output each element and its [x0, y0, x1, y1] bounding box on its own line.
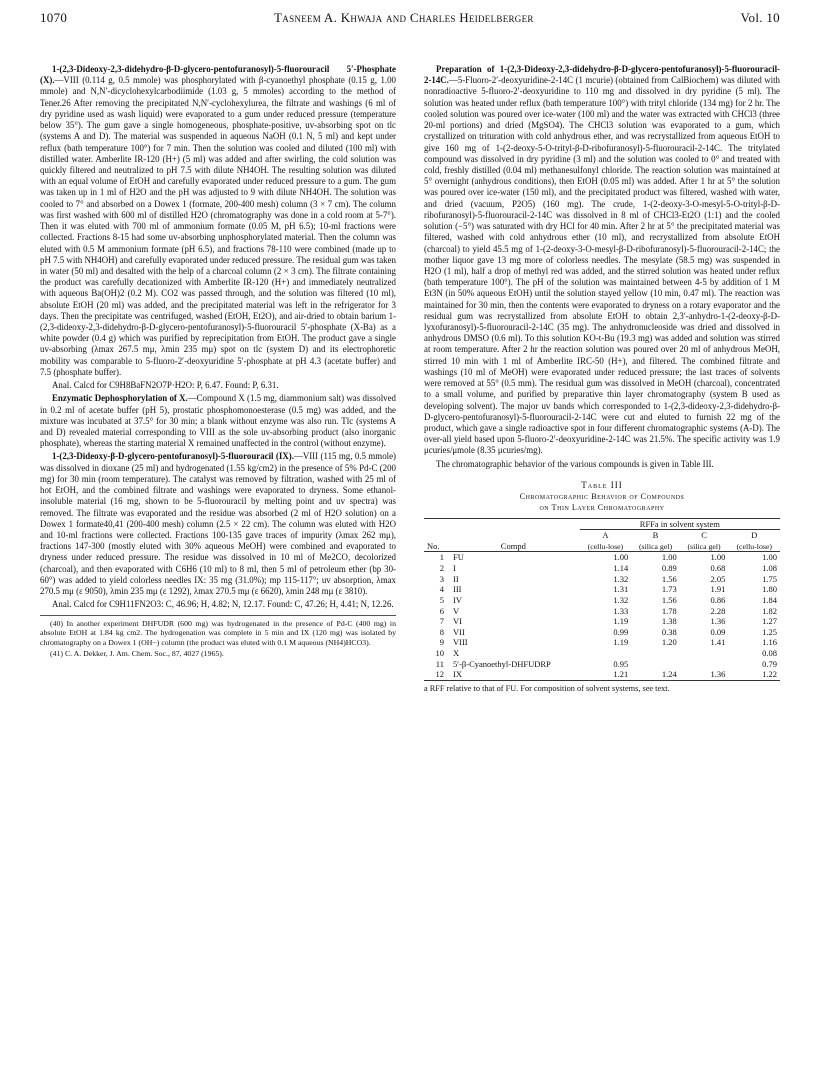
left-column — [40, 64, 396, 659]
rf-a-value — [580, 648, 632, 659]
footnotes — [40, 615, 396, 659]
col-d-sub: (cellu-lose) — [728, 541, 780, 552]
row-number: 12 — [424, 669, 447, 680]
rf-a-value: 0.99 — [613, 626, 629, 637]
rf-b-value: 1.73 — [661, 584, 677, 595]
row-number: 3 — [439, 573, 444, 584]
compound-name: II — [452, 573, 459, 584]
table-row — [424, 552, 780, 563]
rf-b-value: 1.78 — [661, 605, 677, 616]
volume-label: Vol. 10 — [740, 10, 780, 25]
table-row — [424, 648, 780, 659]
rf-b-value: 1.56 — [661, 573, 677, 584]
rf-c-value — [680, 648, 729, 659]
rf-a-value: 1.32 — [613, 594, 629, 605]
rf-b-value — [631, 659, 680, 670]
row-number: 2 — [439, 563, 444, 574]
rf-a-value: 1.19 — [613, 616, 629, 627]
blank-header — [424, 518, 447, 530]
page-header — [40, 10, 780, 34]
rf-table — [424, 518, 780, 681]
table-row — [424, 616, 780, 627]
no-header: No. — [424, 541, 447, 552]
section-heading: 1-(2,3-Dideoxy-2,3-didehydro-β-D-glycero-pentofuranosyl)-5-fluorouracil 5′-Phosphate (X). — [40, 64, 396, 86]
footnote-41: (41) C. A. Dekker, J. Am. Chem. Soc., 87, 4027 (1965). — [50, 648, 224, 658]
rf-c-value: 1.41 — [710, 637, 726, 648]
spanner-header — [580, 518, 780, 530]
table-caption-line1: Chromatographic Behavior of Compounds — [519, 492, 685, 502]
paragraph-analysis-ix — [40, 599, 396, 610]
table-row — [424, 574, 780, 585]
paragraph-analysis-x — [40, 380, 396, 391]
rf-b-value — [631, 648, 680, 659]
row-number: 10 — [435, 648, 444, 659]
rf-a-value: 1.21 — [580, 669, 632, 680]
rf-d-value: 1.75 — [762, 573, 777, 584]
spanner-text: RFFa in solvent system — [639, 518, 720, 529]
table-row — [424, 606, 780, 617]
blank-header — [424, 530, 447, 541]
blank-header — [447, 518, 580, 530]
table-row — [424, 627, 780, 638]
rf-b-value: 1.56 — [661, 594, 677, 605]
paragraph-preparation — [424, 64, 780, 457]
rf-d-value: 1.16 — [762, 637, 777, 648]
paragraph-compound-x — [40, 64, 396, 378]
row-number: 7 — [439, 616, 444, 627]
table-row — [424, 595, 780, 606]
rf-a-value: 0.95 — [613, 658, 629, 669]
table-row — [424, 637, 780, 648]
rf-b-value: 1.24 — [631, 669, 680, 680]
compound-name: FU — [452, 552, 464, 563]
right-column — [424, 64, 780, 694]
table-row — [424, 669, 780, 680]
row-number: 11 — [435, 658, 444, 669]
table-row — [424, 563, 780, 574]
blank-header — [447, 530, 580, 541]
compound-name: IX — [447, 669, 580, 680]
row-number: 4 — [439, 584, 444, 595]
paragraph-text: —VIII (0.114 g, 0.5 mmole) was phosphorylated with β-cyanoethyl phosphate (0.15 g, 1.00 mmole) and N,N′-dicyclohexylcarbodiimide (1.03 g, 5 mmoles) according to the method of Tener.26 After removing the precipitated N,N′-cyclohexylurea, the filtrate and washings (6 ml of dry pyridine used as wash liquid) were evaporated to a gum under reduced pressure (temperature below 35°). The gum gave a single homogeneous, phosphate-positive, uv-absorbing spot on tlc (systems A and D). The material was suspended in aqueous NaOH (0.1 N, 5 ml) and kept under reflux (bath temperature 100°) for 7 min. Then the solution was cooled and diluted (100 ml) with distilled water. Amberlite IR-120 (H+) (5 ml) was added and after swirling, the cold solution was quickly filtered and neutralized to pH 7.5 with dilute NH4OH. The resulting solution was diluted with an equal volume of EtOH and carefully evaporated under reduced pressure to a gum. The gum was taken up in 1 ml of H2O and the pH was adjusted to 9 with dilute NH4OH. The solution was cooled to 7° and absorbed on a Dowex 1 (formate, 200-400 mesh) column (3 × 7 cm). The column was first washed with 600 ml of distilled H2O (chromatography was done in a cold room at 5-7°). Then it was eluted with 700 ml of ammonium formate (0.05 M, pH 6.5); 10-ml fractions were collected. Fractions 8-15 had some uv-absorbing unphosphorylated material. Then the column was eluted with 0.5 M ammonium formate (pH 6.5), and fractions 78-110 were combined (made up to pH 7.5 with NH4OH) and carefully evaporated under reduced pressure. The residual gum was taken in water (50 ml) and desalted with the help of a charcoal column (2 × 3 cm). The filtrate containing the product was carefully decationized with Amberlite IR-120 (H+) and immediately neutralized with aqueous Ba(OH)2 (0.2 M). CO2 was passed through, and the solution was filtered (10 ml), absolute EtOH (20 ml) was added, and the precipitated material was left in the refrigerator for 3 days. Then the precipitate was centrifuged, washed (EtOH, Et2O), and air-dried to obtain barium 1-(2,3-dideoxy-2,3-didehydro-β-D-glycero-pentofuranosyl)-5-fluorouracil 5′-phosphate (X-Ba) as a white powder (0.4 g) which was purified by reprecipitation from EtOH. The product gave a single uv-absorbing (λmax 267.5 mμ, λmin 235 mμ) spot on tlc (system D) and its electrophoretic mobility was comparable to 5-fluoro-2′-deoxyuridine 5′-phosphate at pH 4.3 (acetate buffer) and 7.5 (phosphate buffer). — [40, 75, 396, 377]
compound-name: VIII — [452, 637, 468, 648]
paragraph-text: —Compound X (1.5 mg, diammonium salt) was dissolved in 0.2 ml of acetate buffer (pH 5), prostatic phosphomonoesterase (0.5 mg) was added, and the mixture was incubated at 37.5° for 30 min; a blank without enzyme was also run. Tlc (systems A and D) revealed material corresponding to VIII as the sole uv-absorbing product (also inorganic phosphate), whereas the starting material X remained unaffected in the control (without enzyme). — [40, 393, 396, 449]
table-letter-row — [424, 530, 780, 541]
rf-b-value: 0.89 — [661, 563, 677, 574]
rf-a-value: 1.00 — [613, 552, 629, 563]
table-caption-line2: on Thin Layer Chromatography — [539, 503, 665, 513]
table-spanner-row — [424, 518, 780, 530]
compound-name: V — [452, 605, 460, 616]
table-body — [424, 552, 780, 681]
rf-b-value: 1.20 — [661, 637, 677, 648]
table-title: Table III — [581, 479, 623, 490]
page-number: 1070 — [40, 10, 68, 25]
section-heading: 1-(2,3-Dideoxy-β-D-glycero-pentofuranosyl)-5-fluorouracil (IX). — [52, 451, 294, 462]
col-c-sub: (silica gel) — [680, 541, 729, 552]
rf-b-value: 0.38 — [661, 626, 677, 637]
footnote-40: (40) In another experiment DHFUDR (600 mg) was hydrogenated in the presence of Pd-C (400 mg) in absolute EtOH at 1.84 kg cm2. The hydrogenation was complete in 5 min and IX (120 mg) was isolated by chromatography on a Dowex 1 (OH−) column (the product was eluted with 0.1 M aqueous (NH4)HCO3). — [40, 618, 396, 647]
col-c-header: C — [701, 530, 707, 541]
rf-d-value: 1.25 — [762, 626, 777, 637]
compound-name: I — [452, 563, 456, 574]
row-number: 8 — [439, 626, 444, 637]
running-authors: Tasneem A. Khwaja and Charles Heidelberger — [274, 10, 534, 25]
compound-name: 5′-β-Cyanoethyl-DHFUDRP — [452, 658, 551, 669]
paragraph-text: —VIII (115 mg, 0.5 mmole) was dissolved in dioxane (25 ml) and hydrogenated (1.55 kg/cm2) in the presence of 5% Pd-C (200 mg) for 30 min (room temperature). The catalyst was removed by filtration, washed with 25 ml of hot EtOH, and the combined filtrate and washings were evaporated to dryness. Some ethanol-insoluble material (16 mg, shown to be 5-fluorouracil by melting point and uv spectra) was removed. The filtrate was evaporated and the residue was absorbed (2 ml of H2O solution) on a Dowex 1 formate40,41 (200-400 mesh) column (2.5 × 22 cm). The column was eluted with H2O and 10-ml fractions were collected. Fractions 100-135 gave traces of impurity (λmax 262 mμ), fractions 147-300 (mostly eluted with 30% aqueous MeOH) were combined and evaporated to dryness under reduced pressure. The residue was dissolved in 10 ml of Me2CO, decolorized (charcoal), and then evaporated with C6H6 (10 ml) to 8 ml, then 5 ml of petroleum ether (bp 30-60°) was added to yield colorless needles IX: 35 mg (31.0%); mp 115-117°; uv absorption, λmax 270.5 mμ (ε 9050), λmin 235 mμ (ε 1292), λmax 270.5 mμ (ε 6620), λmin 248 mμ (ε 3810). — [40, 451, 396, 597]
row-number: 5 — [439, 594, 444, 605]
rf-a-value: 1.33 — [613, 605, 629, 616]
rf-c-value: 2.28 — [710, 605, 726, 616]
rf-d-value: 0.79 — [762, 658, 777, 669]
row-number: 9 — [439, 637, 444, 648]
rf-a-value: 1.31 — [613, 584, 629, 595]
table-caption — [424, 491, 780, 513]
col-a-header: A — [602, 530, 609, 541]
paragraph-text: The chromatographic behavior of the various compounds is given in Table III. — [436, 458, 714, 469]
rf-c-value: 1.00 — [710, 552, 726, 563]
row-number: 6 — [439, 605, 444, 616]
col-b-header: B — [652, 530, 659, 541]
table-header-row — [424, 541, 780, 552]
rf-d-value: 1.22 — [728, 669, 780, 680]
rf-d-value: 1.08 — [762, 563, 777, 574]
rf-c-value: 0.68 — [710, 563, 726, 574]
col-d-header: D — [751, 530, 758, 541]
col-b-sub: (silica gel) — [631, 541, 680, 552]
rf-c-value: 0.09 — [710, 626, 726, 637]
paragraph-text: Anal. Calcd for C9H11FN2O3: C, 46.96; H, 4.82; N, 12.17. Found: C, 47.26; H, 4.41; N, 12.26. — [52, 599, 394, 610]
table-footnote: a RFF relative to that of FU. For composition of solvent systems, see text. — [424, 683, 670, 693]
compound-name: VII — [452, 626, 465, 637]
compound-name: IV — [452, 594, 462, 605]
compd-header: Compd — [447, 541, 580, 552]
rf-b-value: 1.38 — [661, 616, 677, 627]
rf-c-value: 0.86 — [710, 594, 726, 605]
rf-c-value: 1.36 — [680, 669, 729, 680]
rf-c-value: 1.36 — [710, 616, 726, 627]
rf-d-value: 0.08 — [762, 648, 777, 659]
rf-d-value: 1.84 — [762, 594, 777, 605]
rf-c-value — [680, 659, 729, 670]
table-row — [424, 659, 780, 670]
paragraph-text: Anal. Calcd for C9H8BaFN2O7P·H2O: P, 6.47. Found: P, 6.31. — [52, 380, 279, 391]
paragraph-table-ref — [424, 459, 780, 470]
table-row — [424, 584, 780, 595]
paragraph-compound-ix — [40, 451, 396, 597]
col-a-sub: (cellu-lose) — [580, 541, 632, 552]
rf-d-value: 1.82 — [762, 605, 777, 616]
paragraph-text: —5-Fluoro-2′-deoxyuridine-2-14C (1 mcurie) (obtained from CalBiochem) was diluted with nonradioactive 5-fluoro-2′-deoxyuridine to 110 mg and dissolved in dry pyridine (5 ml). The solution was heated under reflux (bath temperature 100°) with trityl chloride (134 mg) for 2 hr. The cooled solution was poured over ice-water (100 ml) and the water was extracted with CHCl3 (three 20-ml portions) and dried (MgSO4). The CHCl3 solution was evaporated to a gum, which crystallized on trituration with cold anhydrous ether, and was recrystallized from aqueous EtOH to give 160 mg of 1-(2-deoxy-5-O-trityl-β-D-ribofuranosyl)-5-fluorouracil-2-14C. The tritylated compound was dissolved in dry pyridine (3 ml) and the solution was cooled to 0° and treated with cold, freshly distilled (0.04 ml) methanesulfonyl chloride. The reaction solution was maintained at 5° overnight (anhydrous conditions), then EtOH (0.05 ml) was added. After 1 hr at 5° the solution was poured over ice-water (150 ml), and the precipitated product was filtered, washed with water, and dried (vacuum, P2O5) (160 mg). The crude, 1-(2-deoxy-3-O-mesyl-5-O-trityl-β-D-ribofuranosyl)-5-fluorouracil-2-14C was dissolved in 8 ml of CHCl3-Et2O (1:1) and the cooled solution (−5°) was saturated with dry HCl for 40 min. After 2 hr at 5° the precipitated material was filtered, washed with cold anhydrous ether (10 ml), and recrystallized from absolute EtOH (charcoal) to yield 45.5 mg of 1-(2-deoxy-3-O-mesyl-β-D-ribofuranosyl)-5-fluorouracil-2-14C; the mother liquor gave 13 mg more of colorless needles. The mesylate (58.5 mg) was suspended in H2O (1 ml), half a drop of methyl red was added, and the stirred solution was heated under reflux (bath temperature 100°). The pH of the solution was maintained between 4-5 by addition of 1 M Et3N (in 50% aqueous EtOH) until the solution stayed yellow (10 min, 0.47 ml). The reaction was maintained for 30 min, then the contents were evaporated to dryness on a rotary evaporator and the residual gum was recrystallized from absolute EtOH to obtain 2,3′-anhydro-1-(2-deoxy-β-D-lyxofuranosyl)-5-fluorouracil-2-14C (35 mg). The anhydronucleoside was dried and dissolved in anhydrous DMSO (0.6 ml). To this solution KO-t-Bu (19.3 mg) was added and solution was stirred at room temperature. After 2 hr the reaction solution was poured over 20 ml of anhydrous MeOH, stirred 10 min with 1 ml of Amberlite IRC-50 (H+), and filtered. The combined filtrate and washings (10 ml of MeOH) were evaporated under reduced pressure; the last traces of solvents were removed at 55° (0.5 mm). The residual gum was dissolved in MeOH (charcoal), concentrated to a small volume, and purified by preparative thin layer chromatography (system B used as developing solvent). The major uv bands which corresponded to 1-(2,3-dideoxy-2,3-didehydro-β-D-glycero-pentofuranosyl)-5-fluorouracil-2-14C were cut and eluted to furnish 22 mg of the product, which gave a single radioactive spot in four different chromatographic systems (A-D). The over-all yield based upon 5-fluoro-2′-deoxyuridine-2-14C was 21.5%. The specific activity was 1.9 μcuries/μmole (8.35 μcuries/mg). — [424, 75, 780, 456]
compound-name: III — [452, 584, 462, 595]
rf-b-value: 1.00 — [661, 552, 677, 563]
rf-d-value: 1.80 — [762, 584, 777, 595]
section-heading: Preparation of 1-(2,3-Dideoxy-2,3-didehydro-β-D-glycero-pentofuranosyl)-5-fluorouracil-2-14C. — [424, 64, 780, 86]
rf-a-value: 1.19 — [613, 637, 629, 648]
rf-c-value: 1.91 — [710, 584, 726, 595]
rf-d-value: 1.27 — [762, 616, 777, 627]
section-heading: Enzymatic Dephosphorylation of X. — [52, 393, 188, 404]
row-number: 1 — [439, 552, 444, 563]
compound-name: X — [452, 648, 460, 659]
rf-a-value: 1.32 — [613, 573, 629, 584]
rf-a-value: 1.14 — [613, 563, 629, 574]
rf-c-value: 2.05 — [710, 573, 726, 584]
paragraph-enzymatic — [40, 393, 396, 449]
rf-d-value: 1.00 — [762, 552, 777, 563]
compound-name: VI — [452, 616, 462, 627]
